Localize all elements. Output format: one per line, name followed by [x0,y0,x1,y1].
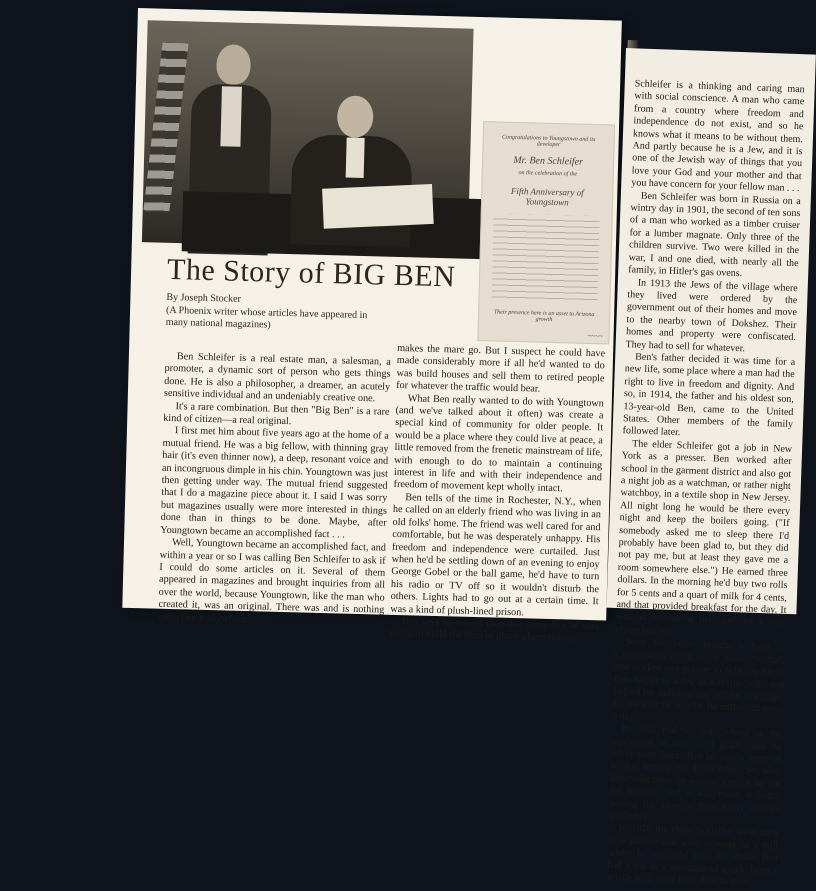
paragraph: In 1913 the Jews of the village where they lived were ordered by the government out of their homes and move to the nearby town of Dokshez. Their homes and property were confiscated. They had to sell for whatever. [625,277,798,354]
article-byline: By Joseph Stocker [166,291,242,305]
paragraph: Ben Schleifer was born in Russia on a wintry day in 1901, the second of ten sons of a man who worked as a timber cruiser for a lumber magnate. Only three of the children survive. Two were killed in the war, I and one died, with nearly all the family, in Hitler's gas ovens. [628,190,801,280]
paragraph: The elder Schleifer got a job in New York as a presser. Ben worked after school in the garment district and also got a night job as a watchman, or rather night watchboy, in a textile shop in New Jersey. All night long he would be there every night and keep the boilers going. ("If somebody asked me to sleep there I'd probably have been glad to, but they did not pay me, but at least they gave me a room somewhere else.") He earned three dollars. In the morning he'd buy two rolls for 5 cents and a quart of milk for 4 cents, and that provided breakfast for the day. It was an interesting life, and not a very rewarding one. [615,438,793,637]
paragraph: Soon his father bought a farm in Connecticut, using every penny he had, and worked as a presser to help pay for it. Ben began to work in a textile mill, and helped his father to pay off the mortgage. By the time he was 16, he milked 22 cows a day. [612,636,786,723]
facing-page-text [607,78,805,890]
certificate-text-lines [491,213,599,302]
flag-image [143,43,188,213]
article-column-2 [390,343,606,646]
paragraph: Schleifer is a thinking and caring man with social conscience. A man who came from a country where freedom and independence do not exist, and so he knows what it means to be without them. And partly because he is a Jew, and it is one of the Jewish way of things that you love your God and your mother and that you have concern for your fellow man . . . [631,78,805,195]
certificate-signature: ~~~~ [587,331,603,341]
certificate [477,121,615,344]
article-column-1 [158,351,391,630]
paragraph: Ben tells of the time in Rochester, N.Y., when he called on an elderly friend who was living in an old folks' home. The friend was well cared for and comfortable, but he was desperately unhappy. His freedom and independence were curtailed. Just when he'd be settling down of an evening to enjoy George Gobel or the ball game, he'd have to turn his radio or TV off so it wouldn't disturb the others. Lights had to go out at a certain time. It was a kind of plush-lined prison. [390,492,602,618]
paragraph: In 1918 the elder Schleifer went back as a presser and went to work in a mill where he remained until his death. Ben had a job as a salesman of goods from a textile mill, went from door to door. [606,822,779,888]
certificate-line3: on the celebration of the [518,170,578,178]
certificate-line4: Fifth Anniversary of Youngstown [510,185,584,208]
certificate-line5: Their presence here is an asset to Arizona growth [493,309,595,323]
certificate-line2: Mr. Ben Schleifer [513,154,584,168]
paragraph: Ben's father decided it was time for a new life, some place where a man had the right to live in freedom and dignity. And so, in 1914, the father and his oldest son, 13-year-old Ben, came to the United States. Other members of the family followed later. [622,351,796,439]
certificate-line1: Congratulations to Youngstown and its developer [501,134,596,149]
paragraph: Ben says he vowed then that some day he was going to build the kind of place where elderly [389,616,599,645]
magazine-page [122,8,622,645]
article-byline-note: (A Phoenix writer whose articles have appeared in many national magazines) [165,304,368,331]
article-title: The Story of BIG BEN [166,252,456,294]
desk-paper [322,184,434,229]
paragraph: I first met him about five years ago at the home of a mutual friend. He was a big fellow, with thinning gray hair (it's even thinner now), a deep, resonant voice and an incongruous dimple in his chin. Youngtown was just then getting under way. The mutual friend suggested that I do a magazine piece about it. I said I was sorry but magazines usually were more interested in things done than in things to be done. Maybe, after Youngtown became an accomplished fact . . . [160,425,390,541]
paragraph: What Ben really wanted to do with Youngtown (and we've talked about it often) was create a special kind of community for older people. It would be a place where they could live at peace, a little removed from the frenetic mainstream of life, with enough to do to maintain a continuing interest in life and with their independence and freedom of movement kept wholly intact. [393,392,604,495]
paragraph: Well, Youngtown became an accomplished fact, and within a year or so I was calling Ben Schleifer to ask if I could do some articles on it. Several of them appeared in magazines and brought inquiries from all over the world, because Youngtown, like the man who created it, was an original. There was and is nothing quite like it anywhere. [157,537,387,625]
paragraph: He had had to stop school at the equivalent of our third grade, and he never went back. But he was a lover of books, hungry for knowledge. So what little education he was to acquire he got for himself, and it was more at home among the classics than many college graduates. [609,723,783,823]
paragraph: It's a rare combination. But then "Big Ben" is a rare kind of citizen—a real original. [163,400,390,428]
paragraph: Ben Schleifer is a real estate man, a salesman, a promoter, a dynamic sort of person who gets things done. He is also a philosopher, a dreamer, an acutely sensitive individual and an undeniably creative one. [163,351,391,405]
article-photo [142,20,474,250]
facing-page [606,48,815,888]
paragraph: makes the mare go. But I suspect he could have made considerably more if all he'd wanted to do was build houses and sell them to retired people for whatever the traffic would bear. [396,342,606,395]
